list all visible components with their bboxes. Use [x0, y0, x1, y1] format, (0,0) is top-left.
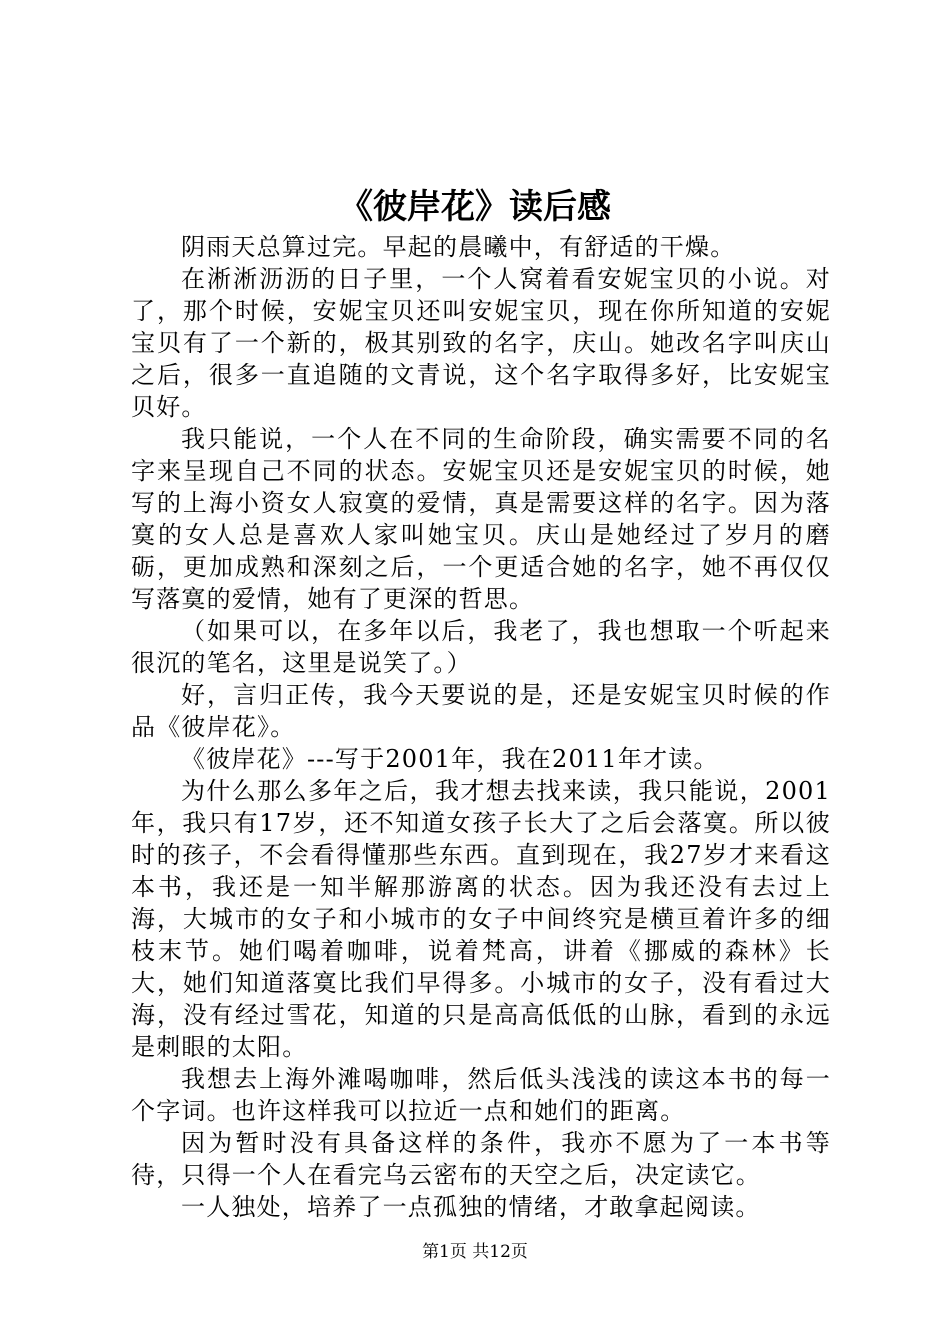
paragraph: 一人独处，培养了一点孤独的情绪，才敢拿起阅读。	[181, 1193, 761, 1221]
page-number-footer: 第1页 共12页	[422, 1242, 528, 1262]
paragraph: 好，言归正传，我今天要说的是，还是安妮宝贝时候的作品《彼岸花》。	[131, 681, 831, 741]
paragraph: 阴雨天总算过完。早起的晨曦中，有舒适的干燥。	[181, 233, 736, 261]
paragraph: 在淅淅沥沥的日子里，一个人窝着看安妮宝贝的小说。对了，那个时候，安妮宝贝还叫安妮宝贝，现在你所知道的安妮宝贝有了一个新的，极其别致的名字，庆山。她改名字叫庆山之后，很多一直追随的文青说，这个名字取得多好，比安妮宝贝好。	[131, 265, 831, 421]
paragraph: 为什么那么多年之后，我才想去找来读，我只能说，2001年，我只有17岁，还不知道女孩子长大了之后会落寞。所以彼时的孩子，不会看得懂那些东西。直到现在，我27岁才来看这本书，我还是一知半解那游离的状态。因为我还没有去过上海，大城市的女子和小城市的女子中间终究是横亘着许多的细枝末节。她们喝着咖啡，说着梵高，讲着《挪威的森林》长大，她们知道落寞比我们早得多。小城市的女子，没有看过大海，没有经过雪花，知道的只是高高低低的山脉，看到的永远是刺眼的太阳。	[131, 777, 831, 1061]
paragraph: 我想去上海外滩喝咖啡，然后低头浅浅的读这本书的每一个字词。也许这样我可以拉近一点和她们的距离。	[131, 1065, 831, 1125]
paragraph: 我只能说，一个人在不同的生命阶段，确实需要不同的名字来呈现自己不同的状态。安妮宝贝还是安妮宝贝的时候，她写的上海小资女人寂寞的爱情，真是需要这样的名字。因为落寞的女人总是喜欢人家叫她宝贝。庆山是她经过了岁月的磨砺，更加成熟和深刻之后，一个更适合她的名字，她不再仅仅写落寞的爱情，她有了更深的哲思。	[131, 425, 831, 613]
paragraph: 因为暂时没有具备这样的条件，我亦不愿为了一本书等待，只得一个人在看完乌云密布的天空之后，决定读它。	[131, 1129, 831, 1189]
paragraph: 《彼岸花》---写于2001年，我在2011年才读。	[181, 745, 719, 773]
document-title: 《彼岸花》读后感	[339, 187, 611, 227]
document-body	[131, 231, 831, 1223]
paragraph: （如果可以，在多年以后，我老了，我也想取一个听起来很沉的笔名，这里是说笑了。）	[131, 617, 831, 677]
